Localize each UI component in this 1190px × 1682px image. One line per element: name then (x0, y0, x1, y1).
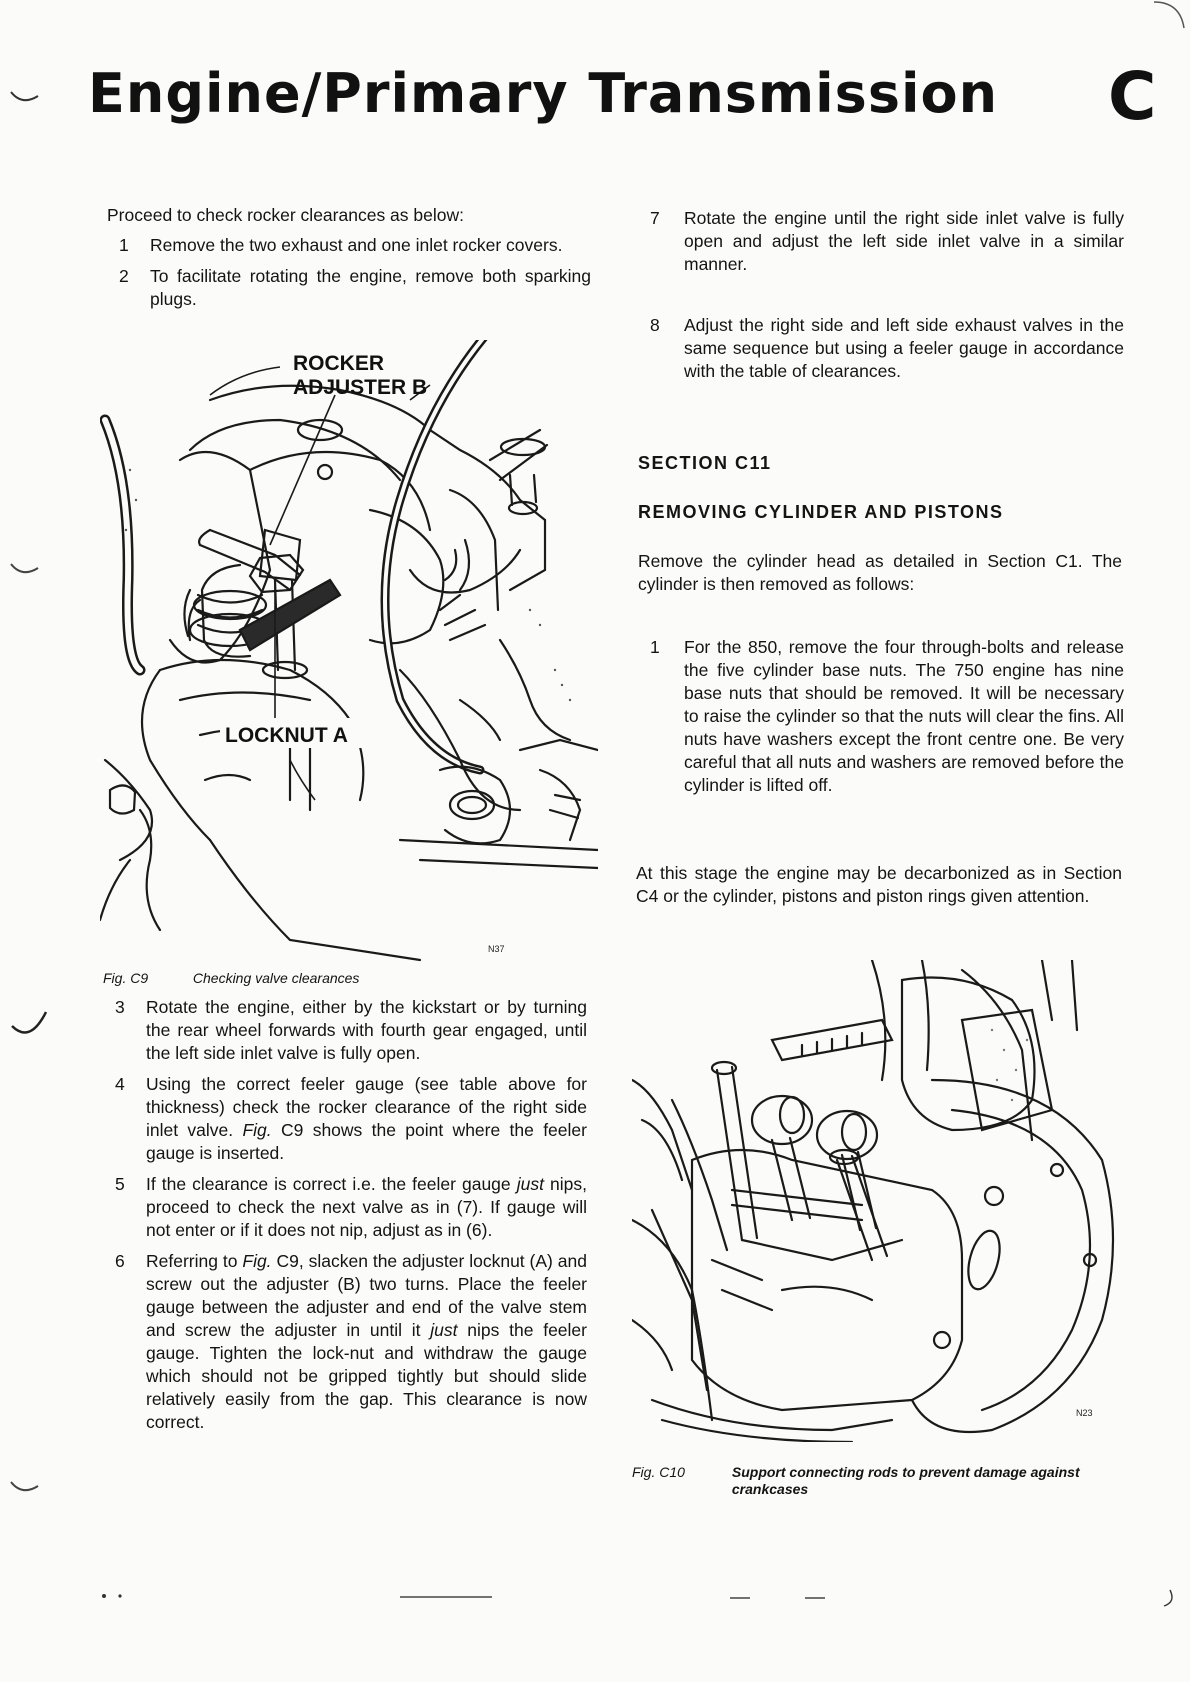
list-item (103, 996, 587, 1065)
label-locknut-a: LOCKNUT A (225, 724, 348, 747)
page-title: Engine/Primary Transmission (88, 62, 999, 125)
step-number: 7 (650, 208, 660, 228)
right-steps (636, 636, 1124, 805)
footer-marks (100, 1588, 1180, 1608)
step-number: 5 (115, 1174, 125, 1194)
right-steps-top (636, 207, 1124, 391)
step-text: nips, proceed to check the next valve as in (7). If gauge will not enter or if it does not nip, adjust as in (6). (146, 1174, 587, 1240)
section-letter: C (1108, 58, 1157, 135)
caption-fig-label: Fig. C10 (632, 1464, 685, 1480)
emphasis: just (516, 1174, 544, 1194)
step-text: C9 shows the point where the feeler gauge is inserted. (146, 1120, 587, 1163)
caption-fig-label: Fig. C9 (103, 970, 149, 986)
list-item (103, 1073, 587, 1165)
step-number: 2 (119, 266, 129, 286)
binder-mark-4 (8, 1478, 42, 1500)
binder-mark-2 (8, 560, 42, 582)
page-edge-mark (1150, 0, 1190, 30)
emphasis: just (430, 1320, 458, 1340)
step-number: 6 (115, 1251, 125, 1271)
fig-reference: Fig. (242, 1251, 272, 1271)
caption-text: Support connecting rods to prevent damage against crankcases (731, 1464, 1080, 1497)
figure-c10-caption (632, 1464, 1132, 1498)
step-text: Rotate the engine until the right side inlet valve is fully open and adjust the left side inlet valve in a similar manner. (684, 208, 1124, 274)
step-text: Using the correct feeler gauge (see table above for thickness) check the rocker clearance of the right side inlet valve. (146, 1074, 587, 1140)
caption-text: Checking valve clearances (192, 970, 360, 986)
left-intro: Proceed to check rocker clearances as below: (107, 205, 464, 225)
left-steps-block (103, 996, 587, 1442)
list-item (636, 207, 1124, 276)
step-number: 4 (115, 1074, 125, 1094)
step-text: To facilitate rotating the engine, remove both sparking plugs. (150, 266, 591, 309)
label-rocker: ROCKER (293, 352, 385, 375)
step-text: nips the feeler gauge. Tighten the lock-nut and withdraw the gauge which should not be gripped tightly but should slide relatively easily from the gap. This clearance is now correct. (146, 1320, 587, 1432)
step-number: 3 (115, 997, 125, 1017)
figure-c9-illustration (100, 340, 598, 968)
label-adjuster-b: ADJUSTER B (293, 376, 428, 399)
step-text: C9, slacken the adjuster locknut (A) and screw out the adjuster (B) two turns. Place the feeler gauge between the adjuster and end of the valve stem and screw the adjuster in until it (146, 1251, 587, 1340)
step-text: Referring to (146, 1251, 238, 1271)
step-text: If the clearance is correct i.e. the feeler gauge (146, 1174, 511, 1194)
step-text: For the 850, remove the four through-bolts and release the five cylinder base nuts. The 750 engine has nine base nuts that should be removed. It will be necessary to raise the cylinder so that the nuts will clear the fins. All nuts have washers except the front centre one. Be very careful that all nuts and washers are removed before the cylinder is lifted off. (684, 637, 1124, 795)
step-text: Rotate the engine, either by the kickstart or by turning the rear wheel forwards with fourth gear engaged, until the left side inlet valve is fully open. (146, 997, 587, 1063)
fig-reference: Fig. (242, 1120, 272, 1140)
list-item (636, 636, 1124, 797)
step-text: Adjust the right side and left side exhaust valves in the same sequence but using a feeler gauge in accordance with the table of clearances. (684, 315, 1124, 381)
step-number: 1 (650, 637, 660, 657)
figure-c10-illustration (632, 960, 1124, 1442)
sub-heading: REMOVING CYLINDER AND PISTONS (638, 502, 1004, 522)
list-item (103, 1173, 587, 1242)
section-note: At this stage the engine may be decarbonized as in Section C4 or the cylinder, pistons and piston rings given attention. (636, 863, 1122, 906)
step-number: 1 (119, 235, 129, 255)
step-number: 8 (650, 315, 660, 335)
left-intro-block (107, 204, 591, 319)
list-item (107, 265, 591, 311)
step-text: Remove the two exhaust and one inlet rocker covers. (150, 235, 563, 255)
figure-code: N37 (488, 944, 505, 954)
section-intro: Remove the cylinder head as detailed in Section C1. The cylinder is then removed as follows: (638, 551, 1122, 594)
list-item (103, 1250, 587, 1434)
list-item (107, 234, 591, 257)
binder-mark-3 (8, 1008, 52, 1044)
figure-code: N23 (1076, 1408, 1093, 1418)
section-heading: SECTION C11 (638, 453, 772, 473)
binder-mark-1 (8, 88, 42, 110)
figure-c9-caption (103, 970, 503, 987)
list-item (636, 314, 1124, 383)
